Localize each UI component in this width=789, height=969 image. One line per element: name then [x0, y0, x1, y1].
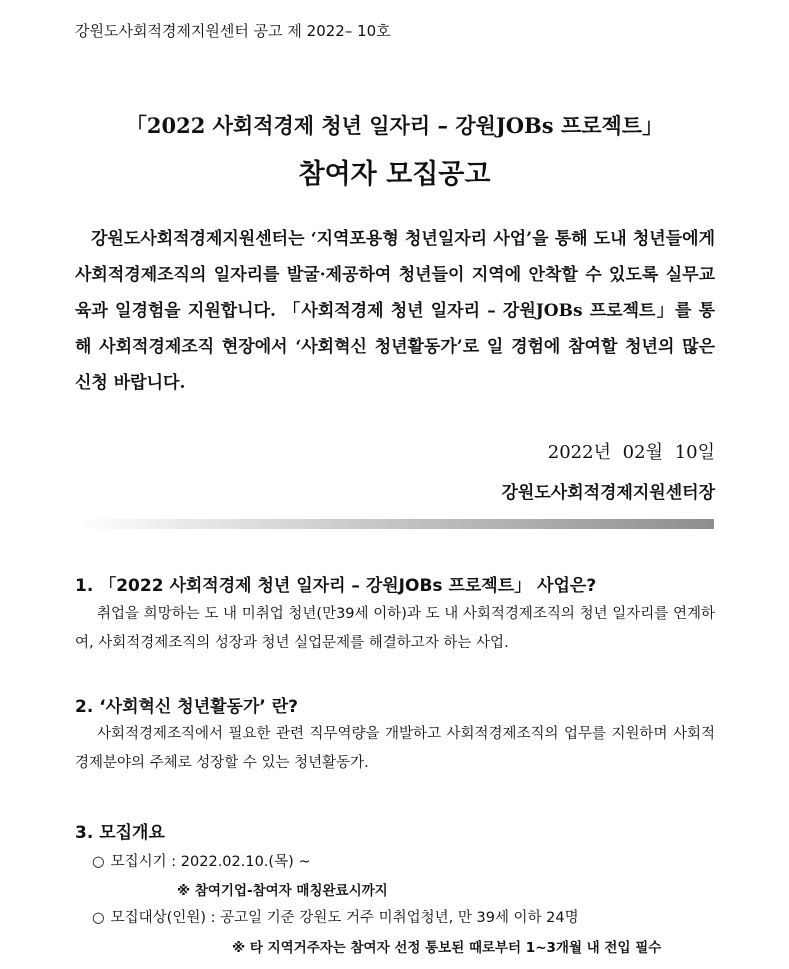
announcement-date: 2022년 02월 10일 — [547, 442, 715, 463]
issuing-organization: 강원도사회적경제지원센터장 — [501, 483, 715, 503]
section-3-heading: 3. 모집개요 — [75, 823, 165, 843]
announcement-title: 「2022 사회적경제 청년 일자리 – 강원JOBs 프로젝트」 — [125, 113, 664, 138]
recruit-period-item — [92, 850, 311, 871]
recruit-target-item — [92, 906, 579, 927]
intro-paragraph: 강원도사회적경제지원센터는 ‘지역포용형 청년일자리 사업’을 통해 도내 청년들에게 사회적경제조직의 일자리를 발굴·제공하여 청년들이 지역에 안착할 수 있도록 실무교육과 일경험을 지원합니다. 「사회적경제 청년 일자리 – 강원JOBs 프로젝트」를 통해 사회적경제조직 현장에서 ‘사회혁신 청년활동가’로 일 경험에 참여할 청년의 많은 신청 바랍니다. — [75, 229, 715, 393]
section-2-heading: 2. ‘사회혁신 청년활동가’ 란? — [75, 697, 299, 717]
section-2-body: 사회적경제조직에서 필요한 관련 직무역량을 개발하고 사회적경제조직의 업무를 지원하며 사회적경제분야의 주체로 성장할 수 있는 청년활동가. — [75, 726, 715, 771]
recruit-target-note: ※ 타 지역거주자는 참여자 선정 통보된 때로부터 1~3개월 내 전입 필수 — [232, 940, 662, 956]
section-1-heading: 1. 「2022 사회적경제 청년 일자리 – 강원JOBs 프로젝트」 사업은? — [75, 576, 597, 596]
section-divider — [75, 519, 714, 529]
section-1-body: 취업을 희망하는 도 내 미취업 청년(만39세 이하)과 도 내 사회적경제조직의 청년 일자리를 연계하여, 사회적경제조직의 성장과 청년 실업문제를 해결하고자 하는 사업. — [75, 606, 715, 651]
circle-bullet-icon: ○ — [92, 910, 105, 926]
recruit-period-text: 모집시기 : 2022.02.10.(목) ~ — [110, 854, 311, 870]
recruit-target-text: 모집대상(인원) : 공고일 기준 강원도 거주 미취업청년, 만 39세 이하 24명 — [110, 910, 579, 926]
notice-number: 강원도사회적경제지원센터 공고 제 2022– 10호 — [75, 22, 391, 40]
circle-bullet-icon: ○ — [92, 854, 105, 870]
recruit-period-note: ※ 참여기업-참여자 매칭완료시까지 — [177, 883, 388, 899]
announcement-subtitle: 참여자 모집공고 — [298, 159, 491, 190]
